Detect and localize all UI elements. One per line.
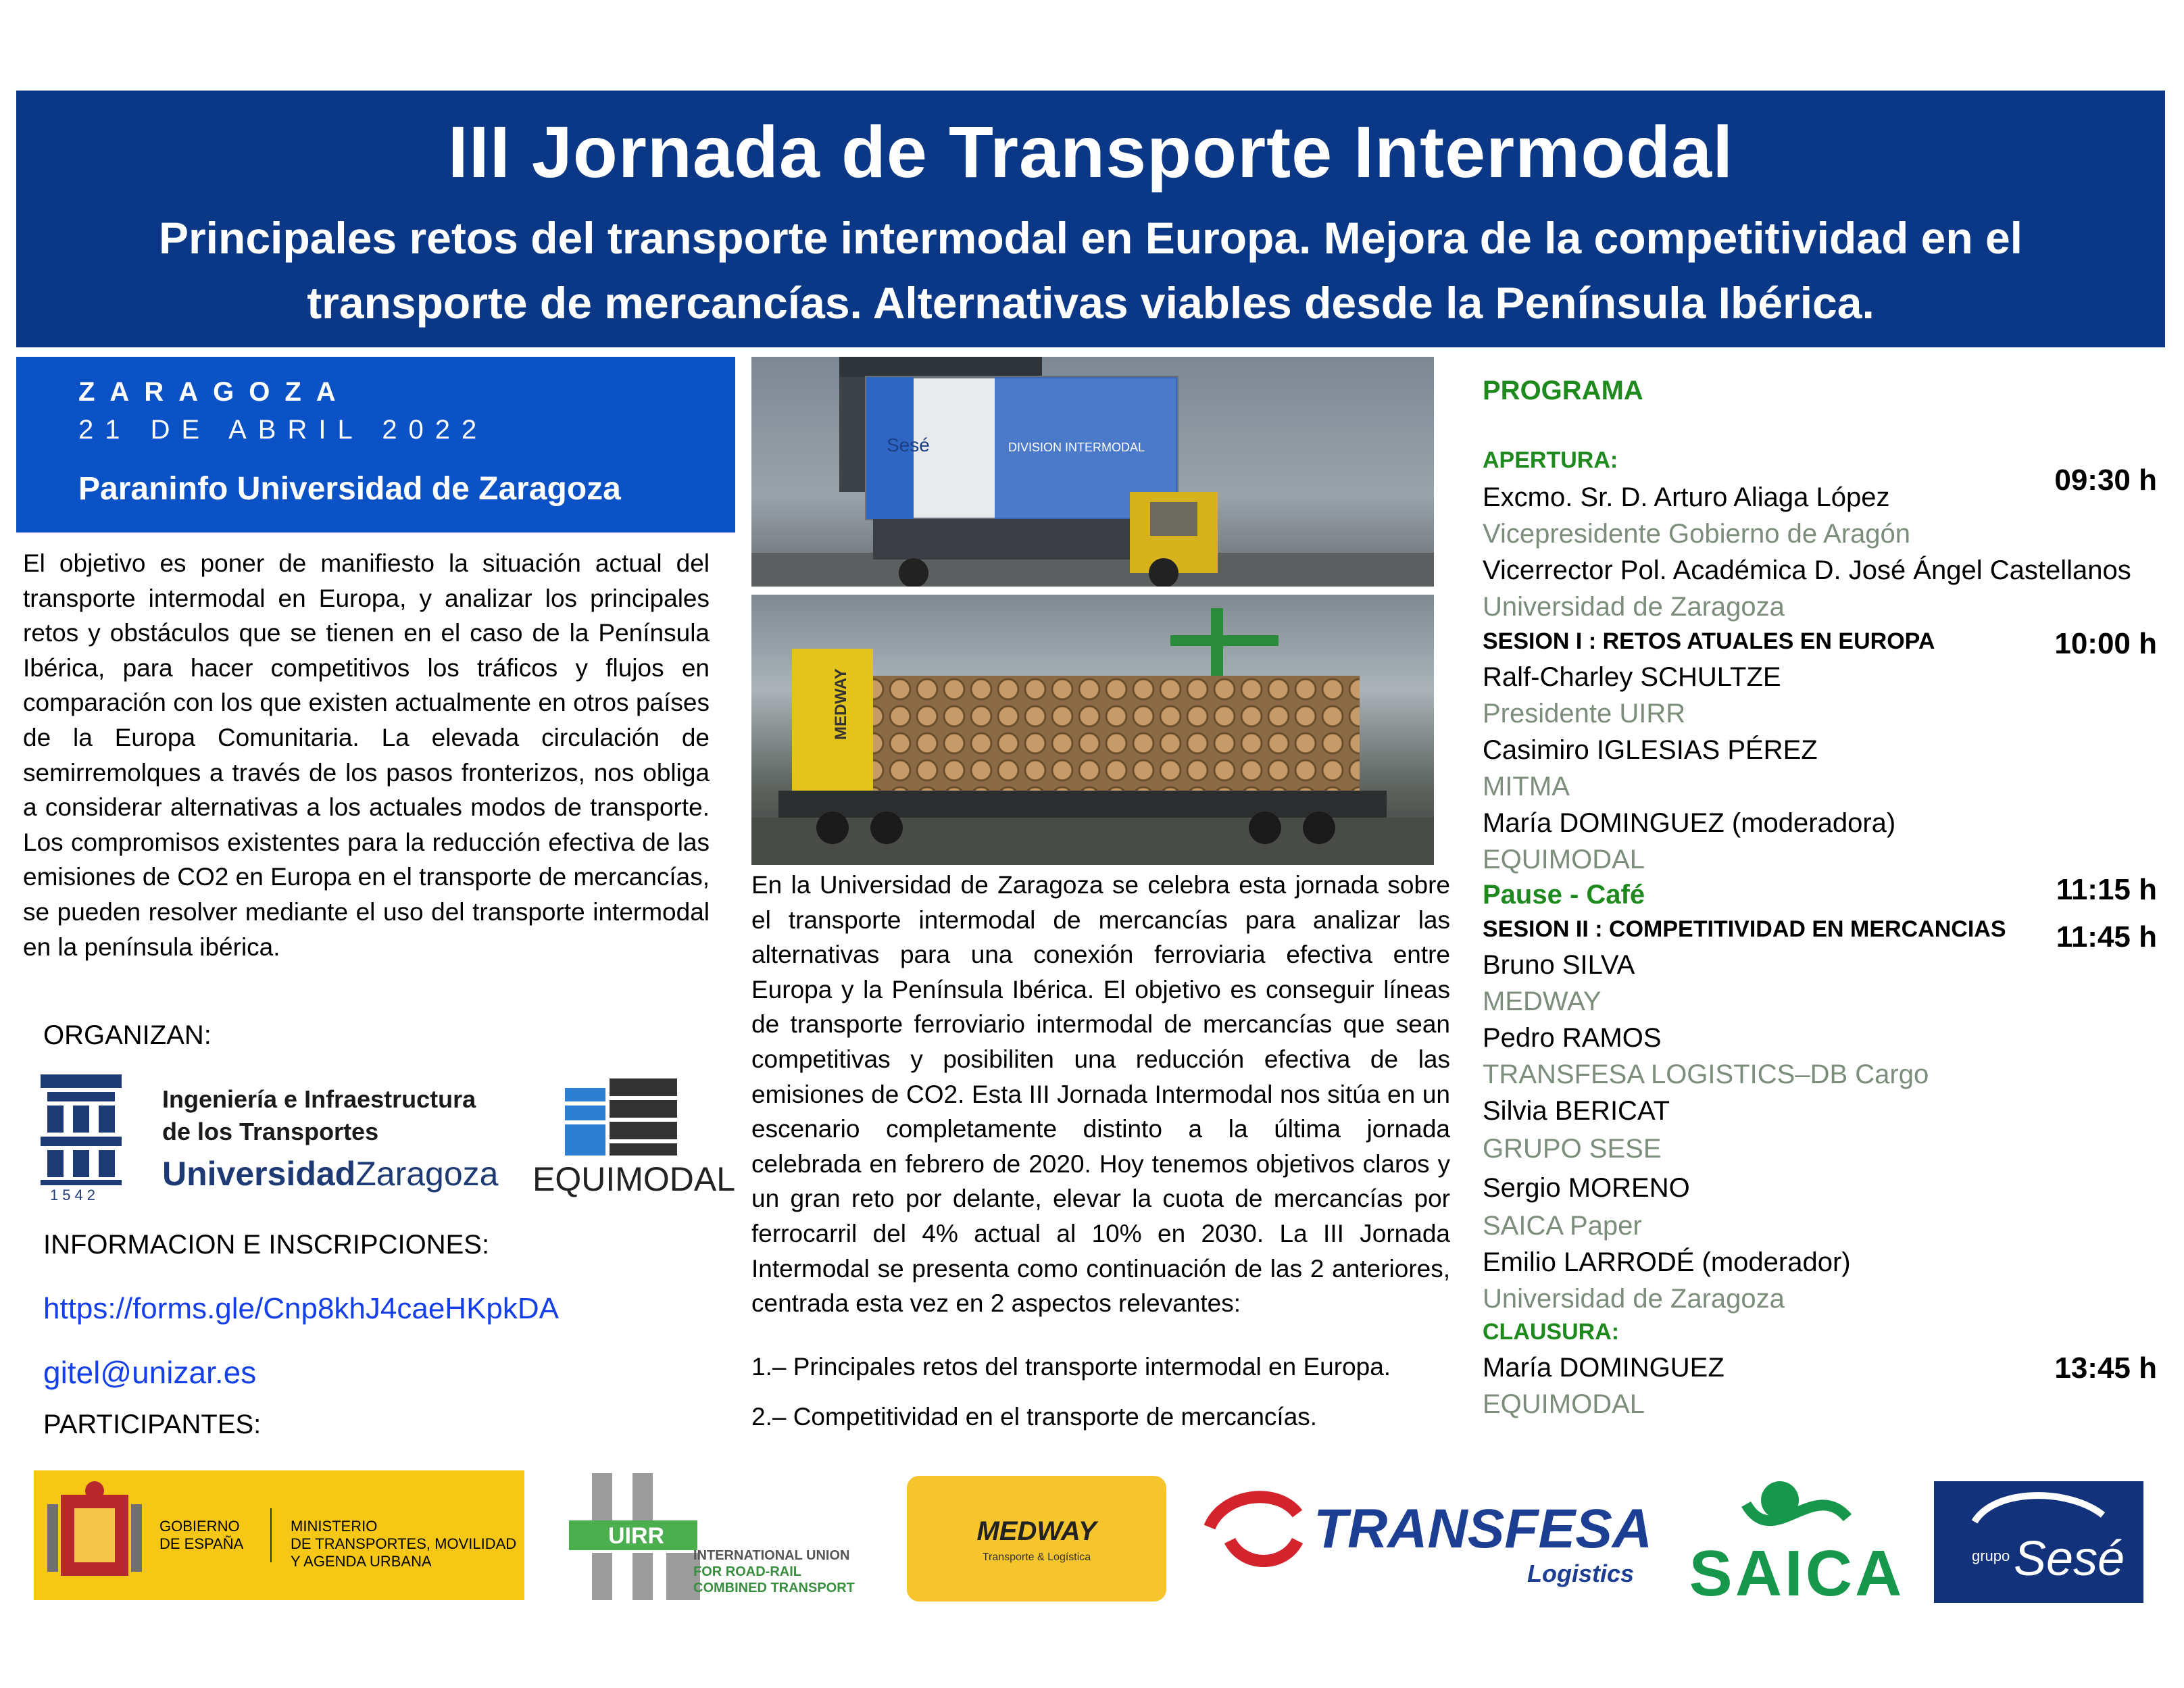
unizar-logo (34, 1068, 128, 1203)
subtitle-line-1: Principales retos del transporte intermodal en Europa. Mejora de la competitividad en el (158, 213, 2023, 263)
sese-container-text: Sesé (887, 435, 930, 455)
apertura-label: APERTURA: (1483, 447, 1618, 473)
unizar-name-light: Zaragoza (355, 1155, 499, 1193)
closing-role: EQUIMODAL (1483, 1389, 1645, 1419)
uirr-line-2: FOR ROAD-RAIL (693, 1564, 801, 1579)
transfesa-logo (1203, 1487, 1662, 1595)
clausura-label: CLAUSURA: (1483, 1319, 1620, 1345)
unizar-name-bold: Universidad (162, 1155, 356, 1193)
contact-email-link[interactable]: gitel@unizar.es (43, 1355, 257, 1390)
transfesa-name: TRANSFESA (1314, 1498, 1653, 1560)
ministerio-line-2: DE TRANSPORTES, MOVILIDAD (291, 1535, 517, 1552)
saica-name: SAICA (1689, 1537, 1905, 1606)
equimodal-name: EQUIMODAL (532, 1160, 736, 1198)
s2-role-4: SAICA Paper (1483, 1211, 1642, 1241)
uirr-line-3: COMBINED TRANSPORT (693, 1581, 855, 1595)
s2-speaker-1: Bruno SILVA (1483, 950, 1635, 980)
unizar-name (162, 1154, 498, 1193)
opening-speaker-2: Vicerrector Pol. Académica D. José Ángel Castellanos (1483, 555, 2131, 585)
medway-name: MEDWAY (976, 1516, 1097, 1546)
page-subtitle (36, 205, 2145, 335)
uirr-text (693, 1547, 855, 1596)
medway-logo (907, 1476, 1166, 1602)
s2-speaker-5: Emilio LARRODÉ (moderador) (1483, 1247, 1851, 1277)
time-session-2: 11:45 h (2056, 920, 2157, 953)
division-intermodal-text: DIVISION INTERMODAL (1008, 441, 1145, 454)
time-opening: 09:30 h (2054, 464, 2157, 497)
saica-logo (1679, 1477, 1915, 1606)
venue-city: ZARAGOZA (78, 377, 351, 407)
closing-speaker: María DOMINGUEZ (1483, 1353, 1724, 1383)
equimodal-logo (565, 1078, 681, 1157)
pause-label: Pause - Café (1483, 880, 1645, 910)
venue-date: 21 DE ABRIL 2022 (78, 415, 489, 445)
s2-role-3: GRUPO SESE (1483, 1134, 1662, 1164)
sese-logo (1934, 1481, 2143, 1603)
s2-role-5: Universidad de Zaragoza (1483, 1284, 1785, 1314)
info-label: INFORMACION E INSCRIPCIONES: (43, 1230, 490, 1260)
medway-subtitle: Transporte & Logística (982, 1552, 1091, 1563)
aspect-item-2: 2.– Competitividad en el transporte de mercancías. (751, 1403, 1318, 1431)
s2-role-1: MEDWAY (1483, 987, 1602, 1016)
medway-wagon-text: MEDWAY (832, 668, 850, 740)
s2-speaker-2: Pedro RAMOS (1483, 1023, 1662, 1053)
programme-title: PROGRAMA (1483, 376, 1643, 405)
organizers-label: ORGANIZAN: (43, 1020, 212, 1050)
s1-speaker-1: Ralf-Charley SCHULTZE (1483, 662, 1781, 692)
gobierno-espana-logo (34, 1470, 524, 1600)
sese-prefix: grupo (1972, 1547, 2010, 1564)
ministerio-line-1: MINISTERIO (291, 1518, 378, 1535)
session-1-title: SESION I : RETOS ATUALES EN EUROPA (1483, 628, 1935, 654)
registration-link[interactable]: https://forms.gle/Cnp8khJ4caeHKpkDA (43, 1292, 560, 1325)
container-crane-photo (751, 357, 1434, 587)
uirr-line-1: INTERNATIONAL UNION (693, 1548, 850, 1563)
opening-role-1: Vicepresidente Gobierno de Aragón (1483, 519, 1911, 549)
gobierno-line-2: DE ESPAÑA (159, 1535, 244, 1552)
time-closing: 13:45 h (2054, 1351, 2157, 1385)
s1-role-1: Presidente UIRR (1483, 699, 1686, 728)
transfesa-swoosh-icon (1203, 1487, 1311, 1574)
unizar-crest-icon (34, 1068, 128, 1203)
gobierno-line-1: GOBIERNO (159, 1518, 240, 1535)
equimodal-building-icon (565, 1078, 681, 1157)
container-crane-illustration (751, 357, 1434, 587)
unizar-line-2: de los Transportes (162, 1118, 379, 1145)
s2-role-2: TRANSFESA LOGISTICS–DB Cargo (1483, 1060, 1929, 1089)
venue-box (16, 357, 735, 532)
description-paragraph: En la Universidad de Zaragoza se celebra esta jornada sobre el transporte intermodal de mercancías para analizar las alternativas para una conexión ferroviaria efectiva entre Europa y la Península Ibérica. El objetivo es conseguir líneas de transporte ferroviario intermodal de mercancías que sean competitivas y posibiliten una reducción efectiva de las emisiones de CO2. Esta III Jornada Intermodal nos sitúa en un escenario completamente distinto a la última jornada celebrada en febrero de 2020. Hoy tenemos objetivos claros y un gran reto por delante, elevar la cuota de mercancías por ferrocarril del 4% actual al 10% en 2030. La III Jornada Intermodal se presenta como continuación de las 2 anteriores, centrada esta vez en 2 aspectos relevantes: (751, 871, 1450, 1318)
timber-wagon-illustration (751, 595, 1434, 865)
opening-speaker-1: Excmo. Sr. D. Arturo Aliaga López (1483, 482, 1890, 512)
s1-role-3: EQUIMODAL (1483, 845, 1645, 874)
intro-paragraph: El objetivo es poner de manifiesto la situación actual del transporte intermodal en Europa, y analizar los principales retos y obstáculos que se tienen en el caso de la Península Ibérica, para hacer competitivos los tráficos y flujos en comparación con los que existen actualmente en otros países de la Europa Comunitaria. La elevada circulación de semirremolques a través de los pasos fronterizos, nos obliga a considerar alternativas a los actuales modos de transporte. Los compromisos existentes para la reducción efectiva de las emisiones de CO2 en Europa en el transporte de mercancías, se pueden resolver mediante el uso del transporte intermodal en la península ibérica. (23, 549, 710, 961)
unizar-year: 1542 (50, 1187, 99, 1203)
subtitle-line-2: transporte de mercancías. Alternativas viables desde la Península Ibérica. (307, 278, 1875, 328)
s1-speaker-2: Casimiro IGLESIAS PÉREZ (1483, 735, 1818, 765)
sese-name: Sesé (2014, 1532, 2125, 1586)
opening-role-2: Universidad de Zaragoza (1483, 592, 1785, 622)
sese-lion-icon (1934, 1481, 2143, 1535)
unizar-line-1: Ingeniería e Infraestructura (162, 1085, 476, 1113)
s1-role-2: MITMA (1483, 772, 1570, 801)
header-banner (16, 91, 2165, 347)
timber-wagon-photo (751, 595, 1434, 865)
page-title: III Jornada de Transporte Intermodal (447, 111, 1734, 193)
uirr-acronym: UIRR (608, 1523, 665, 1549)
session-2-title: SESION II : COMPETITIVIDAD EN MERCANCIAS (1483, 916, 2006, 942)
uirr-logo (565, 1473, 889, 1602)
saica-waves-icon (1679, 1477, 1915, 1545)
s1-speaker-3: María DOMINGUEZ (moderadora) (1483, 808, 1896, 838)
transfesa-subtitle: Logistics (1527, 1560, 1635, 1587)
s2-speaker-4: Sergio MORENO (1483, 1173, 1690, 1203)
aspect-item-1: 1.– Principales retos del transporte intermodal en Europa. (751, 1353, 1391, 1381)
venue-place: Paraninfo Universidad de Zaragoza (78, 471, 621, 507)
time-pause: 11:15 h (2056, 873, 2157, 906)
s2-speaker-3: Silvia BERICAT (1483, 1096, 1670, 1126)
gobierno-text (159, 1518, 243, 1553)
time-session-1: 10:00 h (2054, 627, 2157, 660)
ministerio-text (291, 1518, 516, 1570)
participants-label: PARTICIPANTES: (43, 1410, 262, 1439)
ministerio-line-3: Y AGENDA URBANA (291, 1553, 432, 1570)
